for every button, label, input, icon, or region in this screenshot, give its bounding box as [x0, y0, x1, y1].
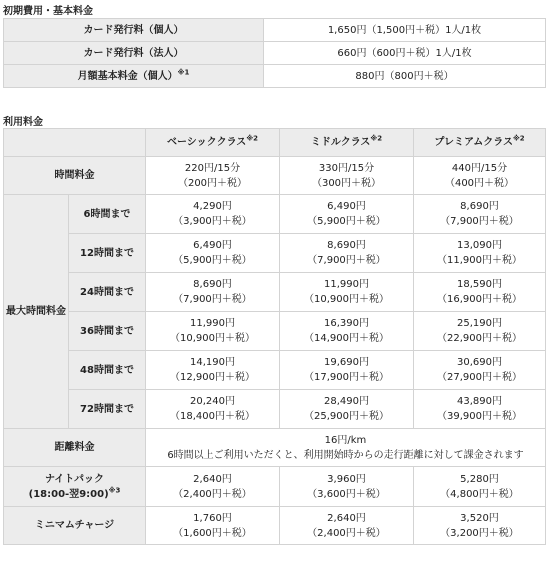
price-cell: 3,960円 （3,600円＋税） [280, 467, 414, 507]
table-row [4, 273, 546, 312]
price-cell: 2,640円 （2,400円＋税） [280, 507, 414, 545]
row-label-distance: 距離料金 [4, 429, 146, 467]
row-sublabel: 72時間まで [69, 390, 146, 429]
price-cell: 25,190円 （22,900円＋税） [414, 312, 546, 351]
table-row [4, 351, 546, 390]
price-cell: 2,640円 （2,400円＋税） [146, 467, 280, 507]
price-cell: 6,490円 （5,900円＋税） [146, 234, 280, 273]
price-cell: 8,690円 （7,900円＋税） [414, 195, 546, 234]
row-sublabel: 24時間まで [69, 273, 146, 312]
price-cell: 16,390円 （14,900円＋税） [280, 312, 414, 351]
price-cell: 28,490円 （25,900円＋税） [280, 390, 414, 429]
row-label: 月額基本料金（個人）$^{※1}$ [4, 65, 264, 88]
row-sublabel: 36時間まで [69, 312, 146, 351]
distance-cell: 16円/km 6時間以上ご利用いただくと、利用開始時からの走行距離に対して課金されます [146, 429, 546, 467]
footnote-mark: ※1 [177, 68, 190, 77]
table-row [4, 467, 546, 507]
column-header-premium: プレミアムクラス$^{※2}$ [414, 129, 546, 157]
table-row [4, 429, 546, 467]
row-label: カード発行料（個人） [4, 19, 264, 42]
row-label-minimum: ミニマムチャージ [4, 507, 146, 545]
price-cell: 11,990円 （10,900円＋税） [280, 273, 414, 312]
price-cell: 30,690円 （27,900円＋税） [414, 351, 546, 390]
header-row [4, 129, 546, 157]
price-cell: 18,590円 （16,900円＋税） [414, 273, 546, 312]
price-cell: 4,290円 （3,900円＋税） [146, 195, 280, 234]
price-cell: 14,190円 （12,900円＋税） [146, 351, 280, 390]
price-cell: 19,690円 （17,900円＋税） [280, 351, 414, 390]
price-cell: 43,890円 （39,900円＋税） [414, 390, 546, 429]
header-empty [4, 129, 146, 157]
price-cell: 8,690円 （7,900円＋税） [146, 273, 280, 312]
row-sublabel: 6時間まで [69, 195, 146, 234]
price-cell: 20,240円 （18,400円＋税） [146, 390, 280, 429]
table-row [4, 507, 546, 545]
row-label: カード発行料（法人） [4, 42, 264, 65]
table-row [4, 157, 546, 195]
column-header-middle: ミドルクラス$^{※2}$ [280, 129, 414, 157]
table-row [4, 195, 546, 234]
table-row [4, 65, 546, 88]
row-sublabel: 48時間まで [69, 351, 146, 390]
price-cell: 13,090円 （11,900円＋税） [414, 234, 546, 273]
row-label-hourly: 時間料金 [4, 157, 146, 195]
usage-fees-table [3, 128, 546, 545]
price-cell: 3,520円 （3,200円＋税） [414, 507, 546, 545]
table-row [4, 42, 546, 65]
row-sublabel: 12時間まで [69, 234, 146, 273]
row-value: 660円（600円＋税）1人/1枚 [264, 42, 546, 65]
price-cell: 330円/15分 （300円＋税） [280, 157, 414, 195]
section-title-usage-fees: 利用料金 [3, 117, 43, 128]
table-row [4, 390, 546, 429]
price-cell: 440円/15分 （400円＋税） [414, 157, 546, 195]
price-cell: 11,990円 （10,900円＋税） [146, 312, 280, 351]
row-value: 880円（800円＋税） [264, 65, 546, 88]
column-header-basic: ベーシッククラス$^{※2}$ [146, 129, 280, 157]
price-cell: 1,760円 （1,600円＋税） [146, 507, 280, 545]
price-cell: 8,690円 （7,900円＋税） [280, 234, 414, 273]
row-label-max: 最大時間料金 [4, 195, 69, 429]
section-title-initial-fees: 初期費用・基本料金 [3, 6, 93, 17]
initial-fees-table [3, 18, 546, 88]
table-row [4, 234, 546, 273]
price-cell: 220円/15分 （200円＋税） [146, 157, 280, 195]
price-cell: 6,490円 （5,900円＋税） [280, 195, 414, 234]
price-cell: 5,280円 （4,800円＋税） [414, 467, 546, 507]
row-value: 1,650円（1,500円＋税）1人/1枚 [264, 19, 546, 42]
table-row [4, 19, 546, 42]
row-label-night: ナイトパック (18:00-翌9:00)$^{※3}$ [4, 467, 146, 507]
table-row [4, 312, 546, 351]
